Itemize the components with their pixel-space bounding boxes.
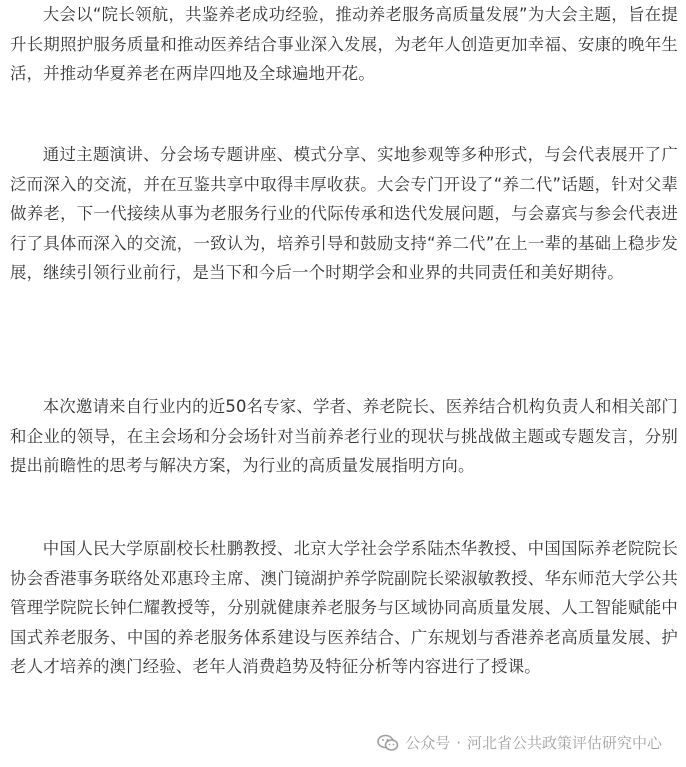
paragraph-exchange: 通过主题演讲、分会场专题讲座、模式分享、实地参观等多种形式，与会代表展开了广泛而深入的交流，并在互鉴共享中取得丰厚收获。大会专门开设了“养二代”话题，针对父辈做养老，下一代接续从事为老服务行业的代际传承和迭代发展问题，与会嘉宾与参会代表进行了具体而深入的交流，一致认为，培养引导和鼓励支持“养二代”在上一辈的基础上稳步发展，继续引领行业前行，是当下和今后一个时期学会和业界的共同责任和美好期待。 (10, 145, 678, 283)
wechat-watermark (373, 730, 666, 755)
watermark-source: 公众号 (405, 734, 451, 752)
paragraph-lecturers: 中国人民大学原副校长杜鹏教授、北京大学社会学系陆杰华教授、中国国际养老院院长协会香港事务联络处邓惠玲主席、澳门镜湖护养学院副院长梁淑敏教授、华东师范大学公共管理学院院长钟仁耀教授等，分别就健康养老服务与区域协同高质量发展、人工智能赋能中国式养老服务、中国的养老服务体系建设与医养结合、广东规划与香港养老高质量发展、护老人才培养的澳门经验、老年人消费趋势及特征分析等内容进行了授课。 (10, 539, 678, 677)
watermark-separator: · (456, 733, 461, 752)
paragraph-speakers: 本次邀请来自行业内的近50名专家、学者、养老院长、医养结合机构负责人和相关部门和企业的领导，在主会场和分会场针对当前养老行业的现状与挑战做主题或专题发言，分别提出前瞻性的思考与解决方案，为行业的高质量发展指明方向。 (10, 397, 678, 476)
watermark-account: 河北省公共政策评估研究中心 (466, 734, 662, 752)
wechat-icon (377, 734, 399, 752)
paragraph-theme: 大会以“院长领航，共鉴养老成功经验，推动养老服务高质量发展”为大会主题，旨在提升长期照护服务质量和推动医养结合事业深入发展，为老年人创造更加幸福、安康的晚年生活，并推动华夏养老在两岸四地及全球遍地开花。 (10, 5, 678, 84)
